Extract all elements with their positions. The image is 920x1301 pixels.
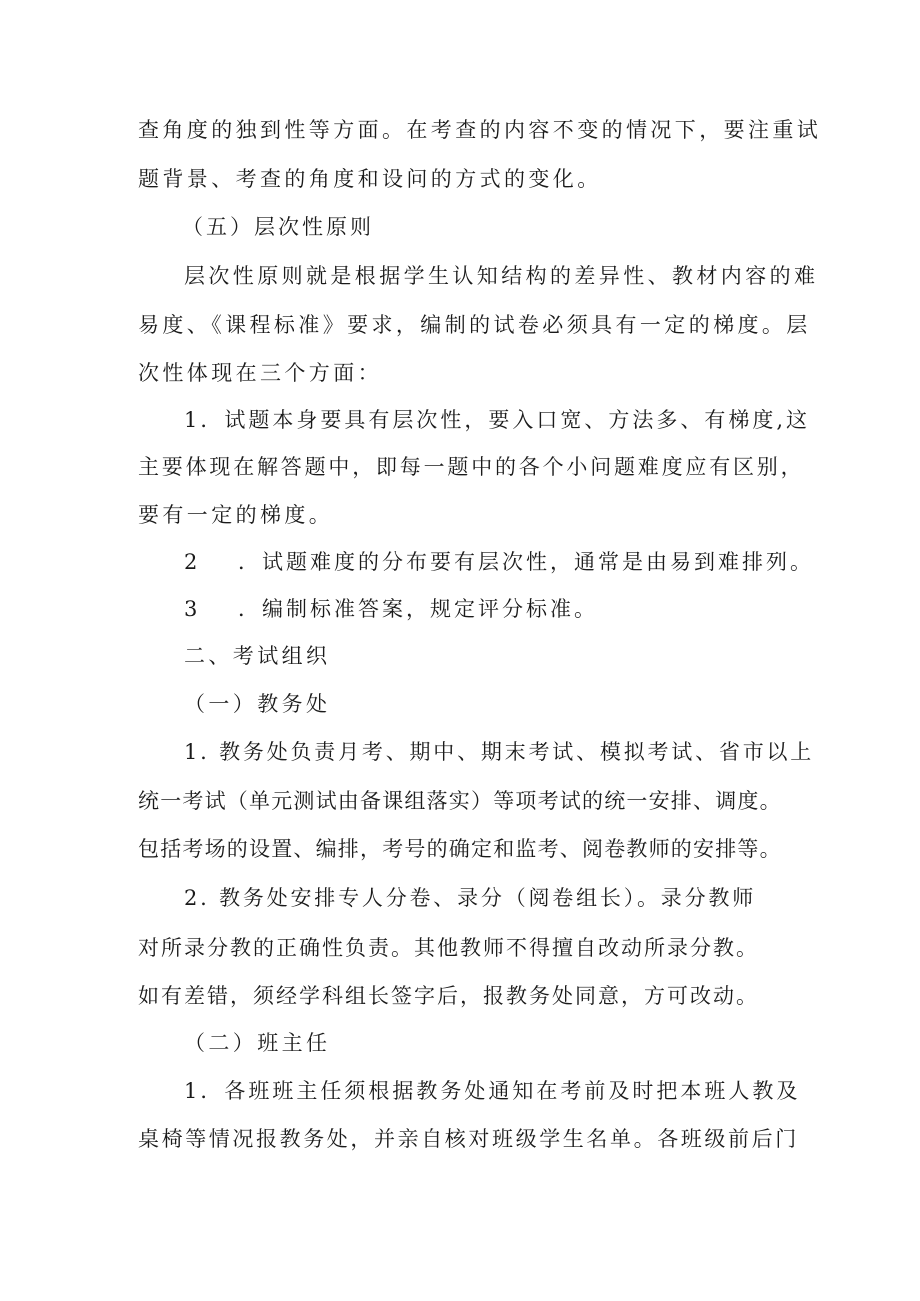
paragraph-line: 要有一定的梯度。 [138, 503, 334, 527]
list-item: 2. 教务处安排专人分卷、录分（阅卷组长）。录分教师 [184, 886, 757, 910]
section-heading: （二）班主任 [184, 1031, 331, 1055]
paragraph-line: 查角度的独到性等方面。在考查的内容不变的情况下，要注重试 [138, 118, 822, 142]
section-heading: （一）教务处 [184, 692, 331, 716]
list-item: 1．各班班主任须根据教务处通知在考前及时把本班人教及 [184, 1079, 801, 1103]
paragraph-line: 包括考场的设置、编排，考号的确定和监考、阅卷教师的安排等。 [138, 837, 782, 861]
paragraph-line: 题背景、考查的角度和设问的方式的变化。 [138, 167, 602, 191]
paragraph-line: 主要体现在解答题中，即每一题中的各个小问题难度应有区别， [138, 455, 805, 479]
list-item: 1. 教务处负责月考、期中、期末考试、模拟考试、省市以上 [184, 740, 815, 764]
paragraph-line: 如有差错，须经学科组长签字后，报教务处同意，方可改动。 [138, 984, 759, 1008]
list-item: ．编制标准答案，规定评分标准。 [238, 597, 598, 621]
paragraph-line: 易度、《课程标准》要求，编制的试卷必须具有一定的梯度。层 [138, 313, 811, 337]
paragraph-line: 统一考试（单元测试由备课组落实）等项考试的统一安排、调度。 [138, 789, 782, 813]
list-number: 2 [184, 550, 201, 574]
paragraph-line: 对所录分教的正确性负责。其他教师不得擅自改动所录分教。 [138, 936, 759, 960]
paragraph-line: 次性体现在三个方面： [138, 361, 382, 385]
paragraph-line: 桌椅等情况报教务处，并亲自核对班级学生名单。各班级前后门 [138, 1127, 799, 1151]
paragraph-line: 层次性原则就是根据学生认知结构的差异性、教材内容的难 [184, 264, 819, 288]
list-item: ．试题难度的分布要有层次性，通常是由易到难排列。 [238, 550, 814, 574]
section-heading: 二、考试组织 [184, 644, 331, 668]
section-heading: （五）层次性原则 [182, 215, 374, 239]
list-number: 3 [184, 597, 201, 621]
list-item: 1．试题本身要具有层次性，要入口宽、方法多、有梯度,这 [184, 408, 811, 432]
